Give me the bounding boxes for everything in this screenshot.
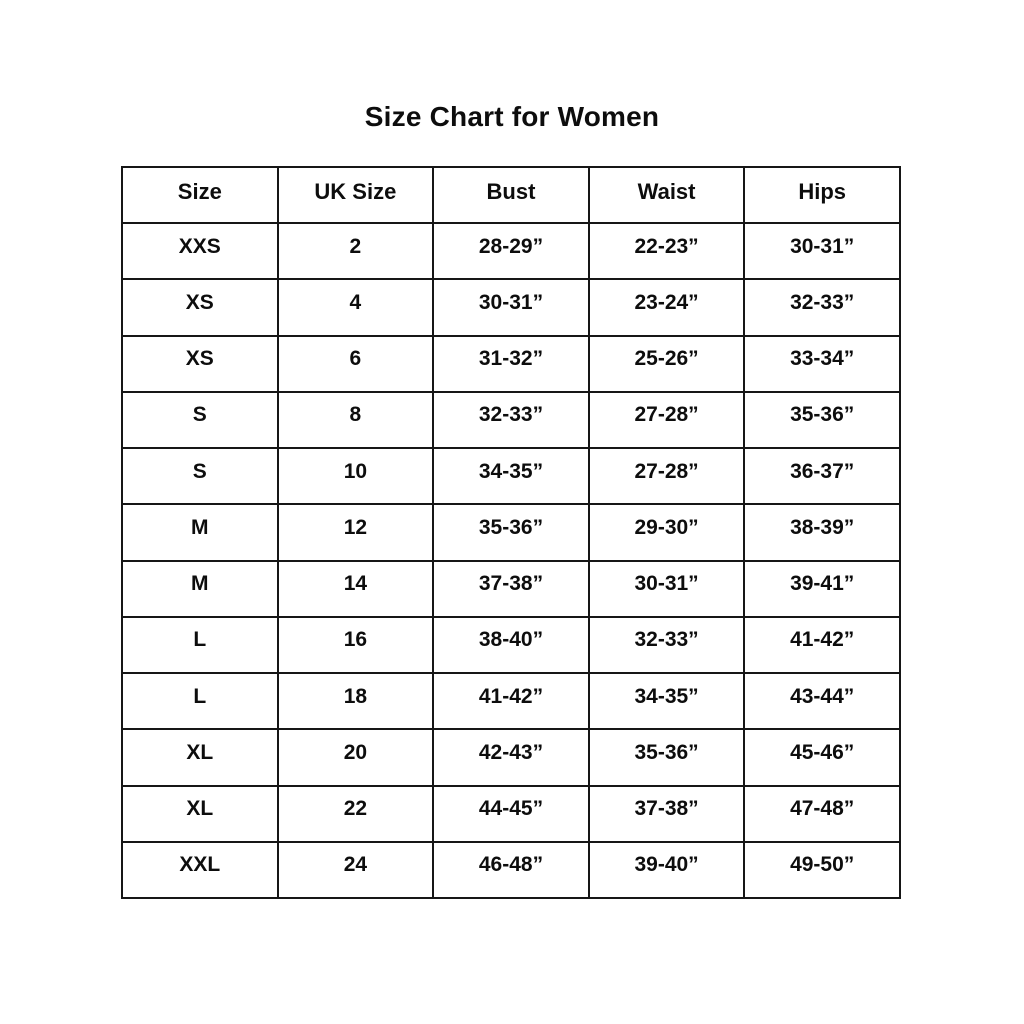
table-cell: 44-45” [433, 786, 589, 842]
table-cell: 14 [278, 561, 434, 617]
column-header-size: Size [122, 167, 278, 223]
table-row [122, 561, 900, 617]
table-cell: L [122, 617, 278, 673]
table-cell: 42-43” [433, 729, 589, 785]
table-cell: 37-38” [433, 561, 589, 617]
table-cell: 38-40” [433, 617, 589, 673]
table-header-row [122, 167, 900, 223]
table-cell: 28-29” [433, 223, 589, 279]
table-cell: 45-46” [744, 729, 900, 785]
table-header [122, 167, 900, 223]
table-row [122, 504, 900, 560]
table-cell: 32-33” [744, 279, 900, 335]
table-cell: 27-28” [589, 392, 745, 448]
table-cell: 24 [278, 842, 434, 898]
table-cell: 41-42” [433, 673, 589, 729]
table-row [122, 786, 900, 842]
table-cell: 23-24” [589, 279, 745, 335]
table-cell: 32-33” [433, 392, 589, 448]
table-cell: 16 [278, 617, 434, 673]
table-cell: L [122, 673, 278, 729]
table-cell: 34-35” [589, 673, 745, 729]
table-cell: 18 [278, 673, 434, 729]
table-cell: XXS [122, 223, 278, 279]
table-cell: 36-37” [744, 448, 900, 504]
table-cell: 31-32” [433, 336, 589, 392]
table-cell: XXL [122, 842, 278, 898]
table-cell: 2 [278, 223, 434, 279]
table-cell: 6 [278, 336, 434, 392]
table-cell: XL [122, 729, 278, 785]
column-header-uk-size: UK Size [278, 167, 434, 223]
column-header-hips: Hips [744, 167, 900, 223]
column-header-bust: Bust [433, 167, 589, 223]
table-row [122, 392, 900, 448]
table-cell: 8 [278, 392, 434, 448]
table-cell: 35-36” [589, 729, 745, 785]
table-cell: 27-28” [589, 448, 745, 504]
table-cell: 41-42” [744, 617, 900, 673]
table-cell: 37-38” [589, 786, 745, 842]
column-header-waist: Waist [589, 167, 745, 223]
table-cell: M [122, 504, 278, 560]
table-cell: XS [122, 336, 278, 392]
table-body [122, 223, 900, 898]
page-title: Size Chart for Women [364, 101, 660, 132]
table-row [122, 223, 900, 279]
table-cell: 46-48” [433, 842, 589, 898]
table-cell: XS [122, 279, 278, 335]
table-cell: 10 [278, 448, 434, 504]
table-cell: 49-50” [744, 842, 900, 898]
table-cell: 29-30” [589, 504, 745, 560]
table-cell: 20 [278, 729, 434, 785]
table-cell: 22 [278, 786, 434, 842]
table-cell: 34-35” [433, 448, 589, 504]
table-row [122, 842, 900, 898]
size-chart-table [121, 166, 901, 899]
table-cell: 4 [278, 279, 434, 335]
table-row [122, 448, 900, 504]
table-cell: 39-40” [589, 842, 745, 898]
table-cell: 30-31” [589, 561, 745, 617]
table-row [122, 729, 900, 785]
table-cell: 25-26” [589, 336, 745, 392]
table-row [122, 617, 900, 673]
table-cell: 43-44” [744, 673, 900, 729]
table-cell: 33-34” [744, 336, 900, 392]
table-cell: S [122, 448, 278, 504]
table-cell: 22-23” [589, 223, 745, 279]
table-cell: 35-36” [433, 504, 589, 560]
table-cell: 47-48” [744, 786, 900, 842]
table-row [122, 673, 900, 729]
table-cell: S [122, 392, 278, 448]
table-cell: 35-36” [744, 392, 900, 448]
table-cell: 30-31” [433, 279, 589, 335]
table-cell: 12 [278, 504, 434, 560]
table-cell: 38-39” [744, 504, 900, 560]
table-cell: 30-31” [744, 223, 900, 279]
table-row [122, 336, 900, 392]
table-row [122, 279, 900, 335]
table-cell: M [122, 561, 278, 617]
table-cell: 32-33” [589, 617, 745, 673]
table-cell: XL [122, 786, 278, 842]
table-cell: 39-41” [744, 561, 900, 617]
